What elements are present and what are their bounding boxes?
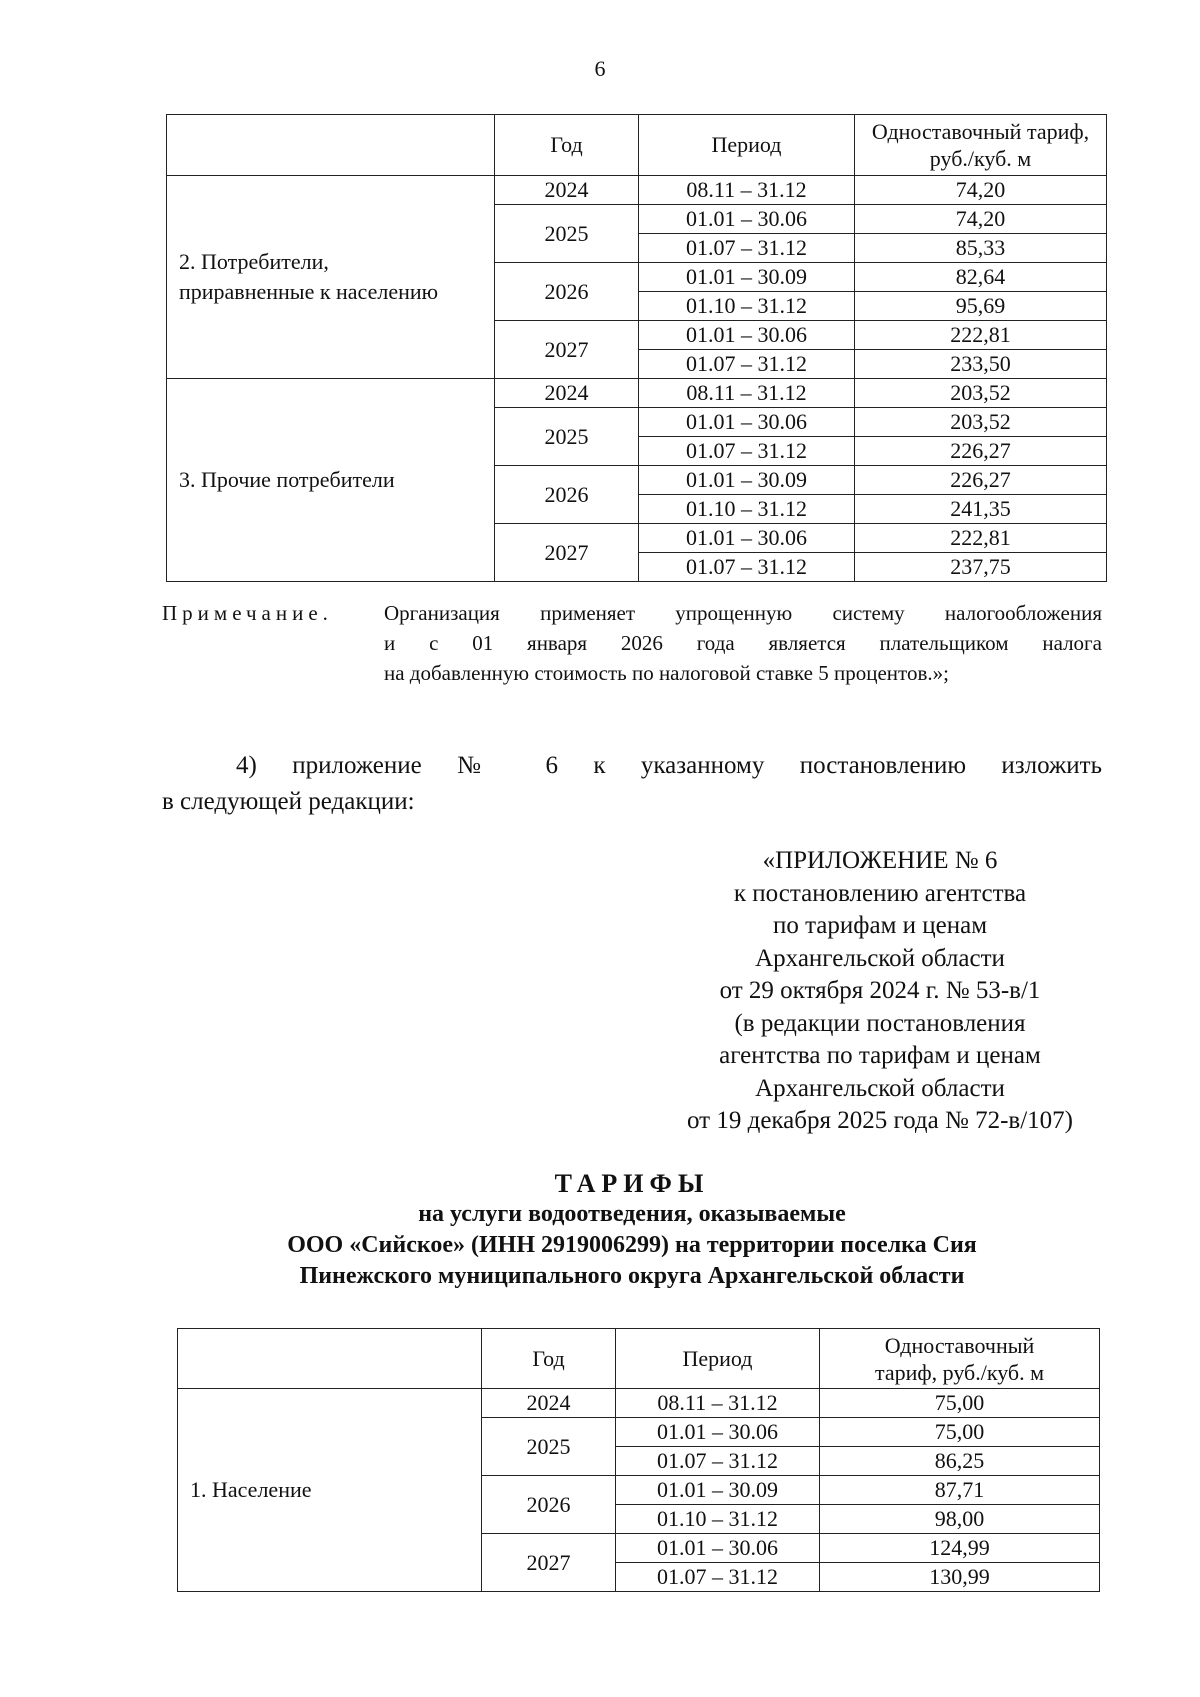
- tariff-cell: 86,25: [820, 1447, 1100, 1476]
- tariff-cell: 130,99: [820, 1563, 1100, 1592]
- header-tariff: [855, 115, 1107, 176]
- header-period: Период: [616, 1329, 820, 1389]
- year-cell: 2026: [495, 466, 639, 524]
- header-tariff-line: Одноставочный: [884, 1332, 1035, 1358]
- year-cell: 2024: [495, 379, 639, 408]
- tariff-cell: 233,50: [855, 350, 1107, 379]
- appendix-line: (в редакции постановления: [734, 1009, 1026, 1037]
- paragraph-line: в следующей редакции:: [162, 788, 415, 815]
- tariff-cell: 75,00: [820, 1418, 1100, 1447]
- year-cell: 2024: [495, 176, 639, 205]
- consumer-group-name: 3. Прочие потребители: [179, 467, 395, 492]
- tariff-cell: 226,27: [855, 437, 1107, 466]
- tariff-cell: 222,81: [855, 321, 1107, 350]
- appendix-heading: [640, 845, 1120, 1138]
- period-cell: 01.01 – 30.09: [639, 466, 855, 495]
- appendix-line: Архангельской области: [755, 944, 1005, 972]
- consumer-group-name: 1. Население: [190, 1477, 312, 1502]
- title-line: ООО «Сийское» (ИНН 2919006299) на территории поселка Сия: [287, 1232, 977, 1258]
- tariff-cell: 241,35: [855, 495, 1107, 524]
- consumer-group-cell: [167, 379, 495, 582]
- period-cell: 01.01 – 30.06: [616, 1534, 820, 1563]
- table-header-row: [167, 115, 1107, 176]
- period-cell: 01.01 – 30.06: [616, 1418, 820, 1447]
- consumer-group-cell: [167, 176, 495, 379]
- period-cell: 01.10 – 31.12: [616, 1505, 820, 1534]
- year-cell: 2026: [482, 1476, 616, 1534]
- amendment-paragraph: [162, 748, 1102, 820]
- tariff-cell: 87,71: [820, 1476, 1100, 1505]
- period-cell: 08.11 – 31.12: [639, 176, 855, 205]
- period-cell: 01.01 – 30.06: [639, 524, 855, 553]
- period-cell: 01.01 – 30.09: [639, 263, 855, 292]
- year-cell: 2025: [482, 1418, 616, 1476]
- appendix-line: к постановлению агентства: [733, 879, 1027, 907]
- consumer-group-name: 2. Потребители,: [179, 249, 329, 274]
- paragraph-line: 4) приложение № 6 к указанному постановлению изложить: [236, 752, 1102, 779]
- period-cell: 01.07 – 31.12: [639, 553, 855, 582]
- header-empty-cell: [178, 1329, 482, 1389]
- year-cell: 2027: [482, 1534, 616, 1592]
- title-line: на услуги водоотведения, оказываемые: [418, 1201, 846, 1227]
- tariff-cell: 74,20: [855, 205, 1107, 234]
- consumer-group-cell: [178, 1389, 482, 1592]
- year-cell: 2026: [495, 263, 639, 321]
- appendix-line: от 29 октября 2024 г. № 53-в/1: [719, 977, 1041, 1004]
- header-empty-cell: [167, 115, 495, 176]
- tariff-table-2: [177, 1328, 1100, 1592]
- tariff-cell: 237,75: [855, 553, 1107, 582]
- tariff-cell: 75,00: [820, 1389, 1100, 1418]
- header-tariff-line: тариф, руб./куб. м: [874, 1359, 1045, 1385]
- period-cell: 01.01 – 30.06: [639, 321, 855, 350]
- period-cell: 01.01 – 30.06: [639, 205, 855, 234]
- tariff-cell: 203,52: [855, 408, 1107, 437]
- period-cell: 01.07 – 31.12: [616, 1447, 820, 1476]
- period-cell: 01.07 – 31.12: [639, 437, 855, 466]
- year-cell: 2027: [495, 524, 639, 582]
- header-tariff-line: Одноставочный тариф,: [871, 119, 1090, 144]
- tariff-cell: 85,33: [855, 234, 1107, 263]
- period-cell: 01.07 – 31.12: [616, 1563, 820, 1592]
- table-header-row: [178, 1329, 1100, 1389]
- tariff-cell: 226,27: [855, 466, 1107, 495]
- period-cell: 01.10 – 31.12: [639, 292, 855, 321]
- header-year: Год: [482, 1329, 616, 1389]
- tariff-cell: 74,20: [855, 176, 1107, 205]
- tariff-cell: 222,81: [855, 524, 1107, 553]
- appendix-line: Архангельской области: [755, 1074, 1005, 1102]
- period-cell: 08.11 – 31.12: [616, 1389, 820, 1418]
- page-number: 6: [594, 56, 606, 81]
- period-cell: 01.10 – 31.12: [639, 495, 855, 524]
- header-tariff: [820, 1329, 1100, 1389]
- period-cell: 08.11 – 31.12: [639, 379, 855, 408]
- tariff-cell: 98,00: [820, 1505, 1100, 1534]
- header-period: Период: [639, 115, 855, 176]
- title-line: Пинежского муниципального округа Архангельской области: [299, 1263, 965, 1289]
- note-line: на добавленную стоимость по налоговой ставке 5 процентов.»;: [384, 661, 949, 685]
- tariff-table-1: [166, 114, 1107, 582]
- tariff-cell: 203,52: [855, 379, 1107, 408]
- period-cell: 01.07 – 31.12: [639, 350, 855, 379]
- header-tariff-line: руб./куб. м: [929, 146, 1032, 171]
- appendix-line: от 19 декабря 2025 года № 72-в/107): [687, 1107, 1073, 1134]
- appendix-line: «ПРИЛОЖЕНИЕ № 6: [762, 847, 998, 874]
- year-cell: 2027: [495, 321, 639, 379]
- header-year: Год: [495, 115, 639, 176]
- table-row: [178, 1389, 1100, 1418]
- note-text: [384, 598, 1102, 688]
- table-row: [167, 379, 1107, 408]
- note-line: Организация применяет упрощенную систему налогообложения: [384, 601, 1102, 625]
- tariff-cell: 95,69: [855, 292, 1107, 321]
- table-row: [167, 176, 1107, 205]
- appendix-line: агентства по тарифам и ценам: [719, 1042, 1041, 1069]
- year-cell: 2025: [495, 205, 639, 263]
- period-cell: 01.07 – 31.12: [639, 234, 855, 263]
- year-cell: 2024: [482, 1389, 616, 1418]
- note-label: Примечание.: [162, 601, 333, 625]
- appendix-line: по тарифам и ценам: [772, 912, 988, 939]
- year-cell: 2025: [495, 408, 639, 466]
- tariff-cell: 82,64: [855, 263, 1107, 292]
- title-main: ТАРИФЫ: [554, 1169, 710, 1198]
- consumer-group-name: приравненные к населению: [179, 279, 439, 304]
- note-line: и с 01 января 2026 года является плательщиком налога: [384, 631, 1102, 655]
- tariff-cell: 124,99: [820, 1534, 1100, 1563]
- period-cell: 01.01 – 30.09: [616, 1476, 820, 1505]
- document-title: [162, 1168, 1102, 1292]
- period-cell: 01.01 – 30.06: [639, 408, 855, 437]
